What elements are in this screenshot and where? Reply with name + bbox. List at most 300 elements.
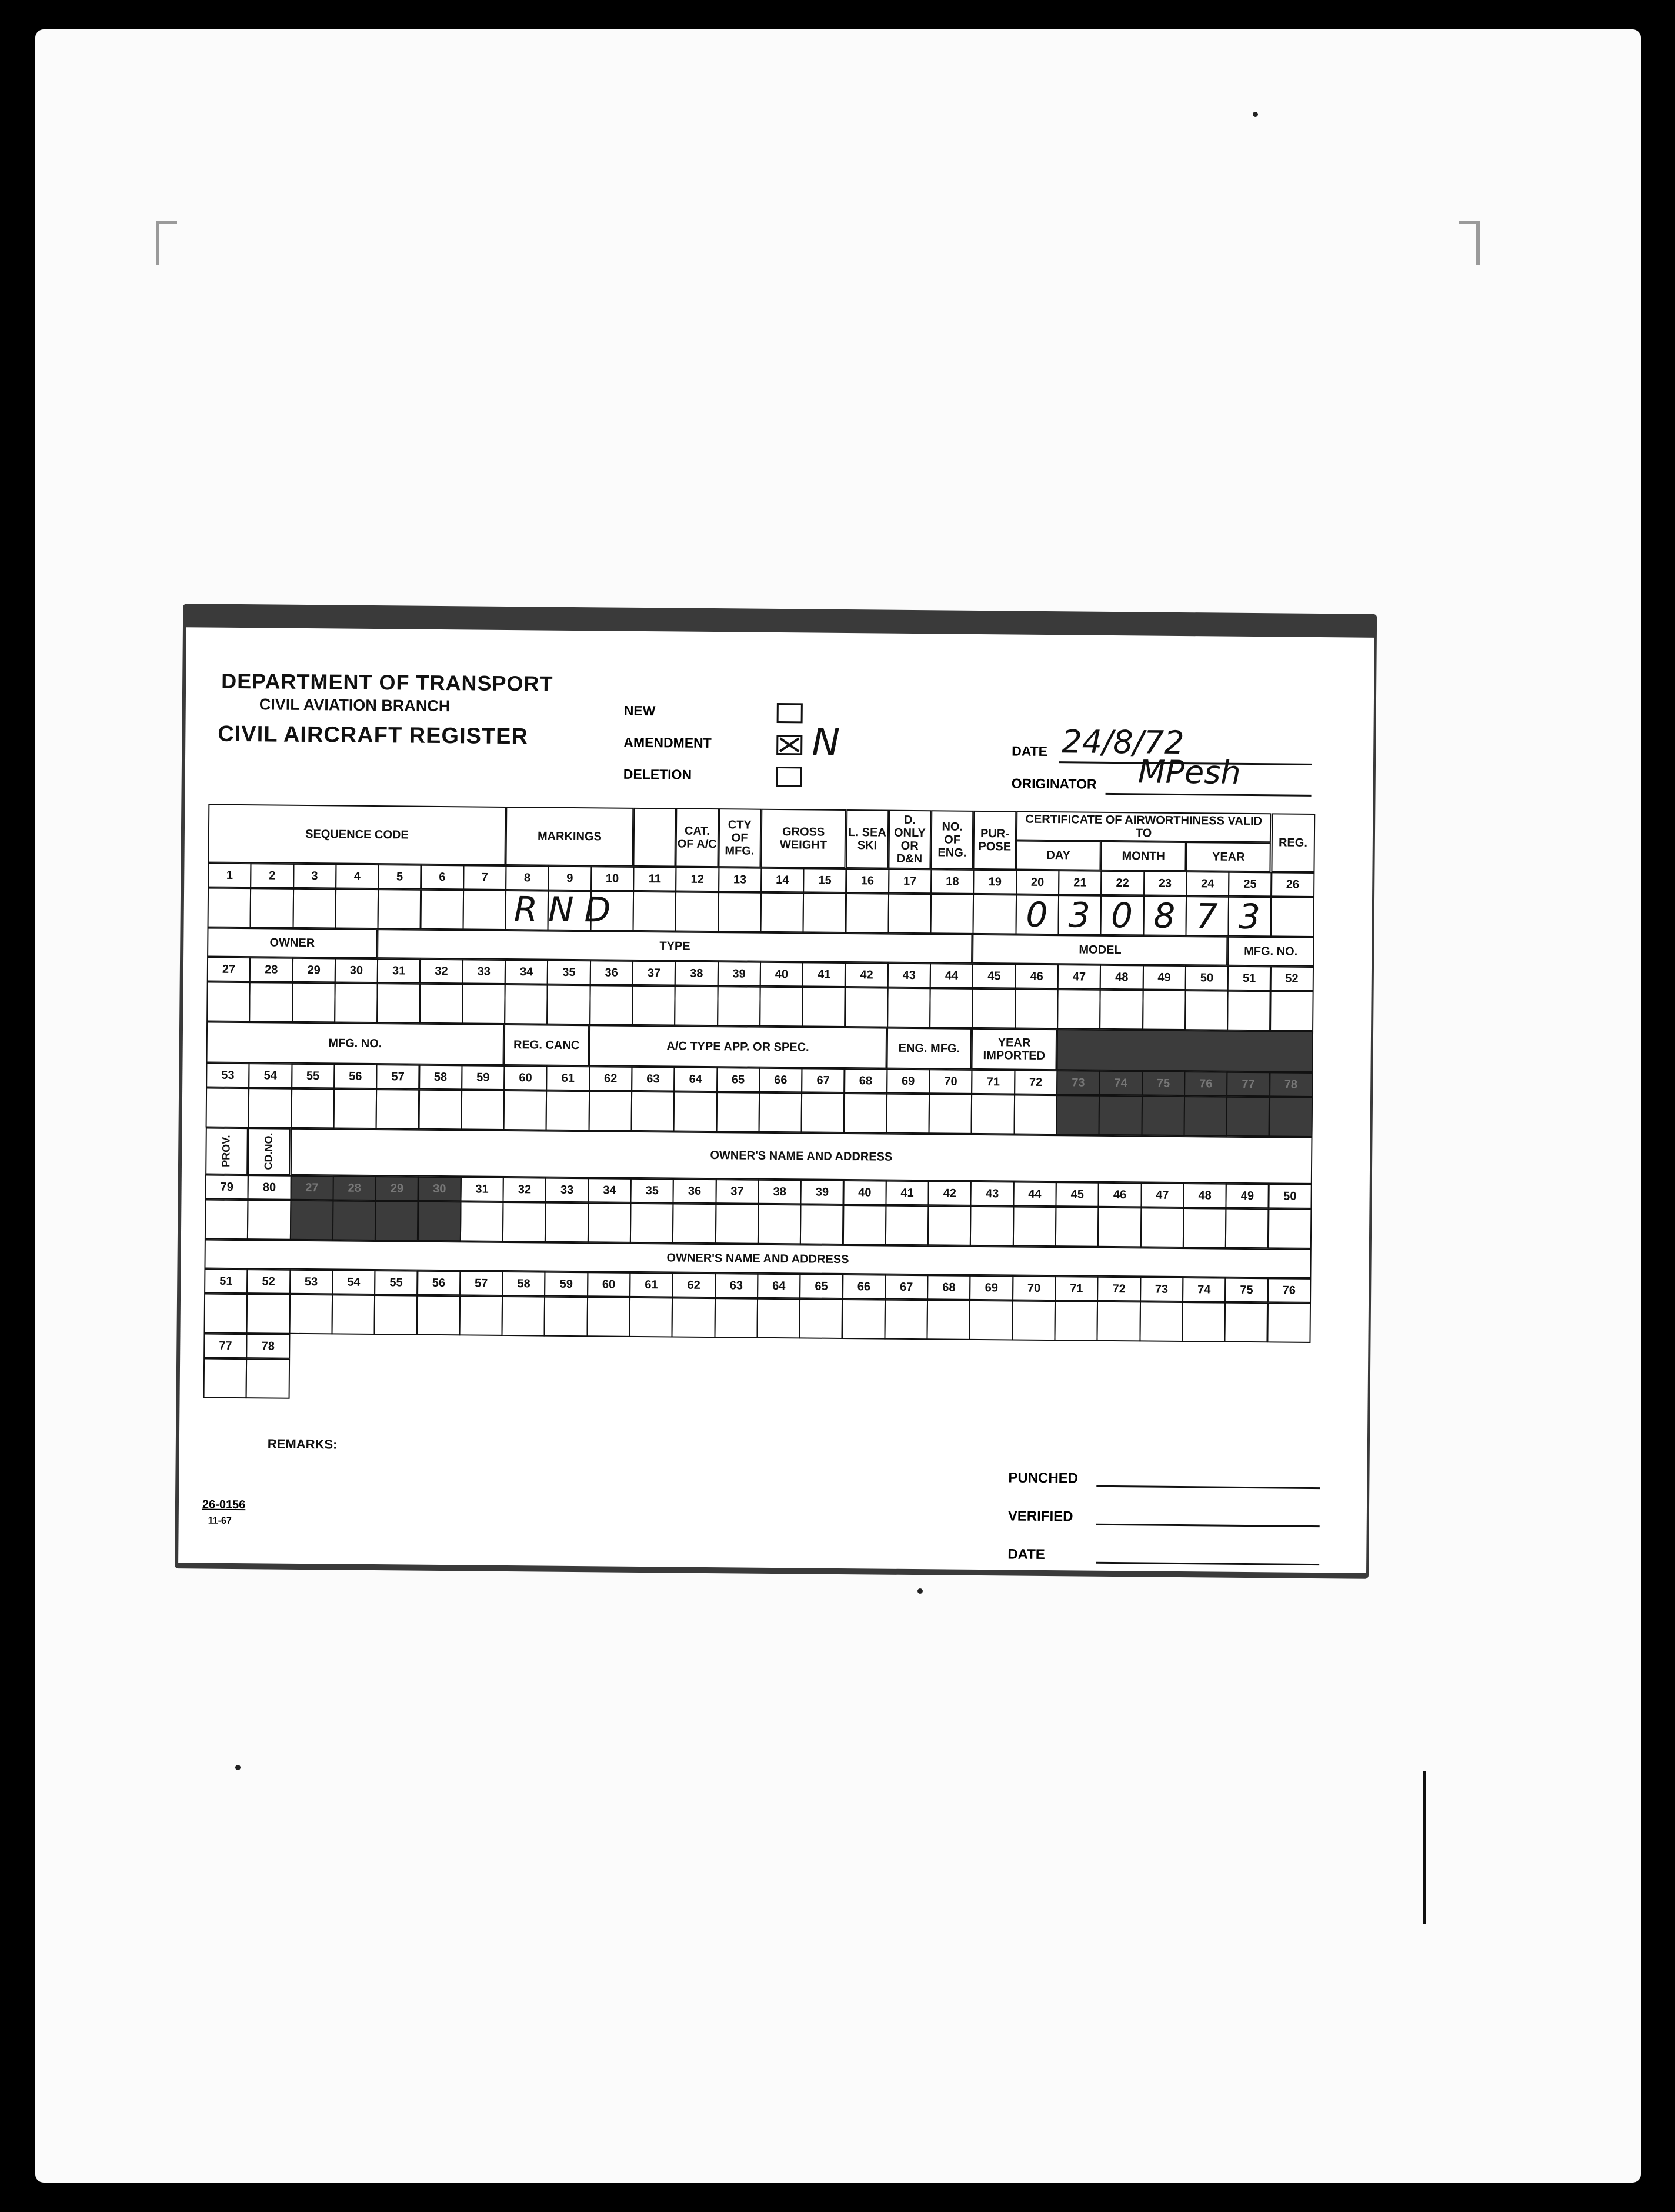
section5-entry-cell[interactable]: [799, 1298, 843, 1339]
column-number: 72: [1014, 1070, 1058, 1095]
column-number: 64: [757, 1274, 801, 1299]
reg-canc-header: REG. CANC: [504, 1024, 589, 1066]
section4-entry-cell[interactable]: [588, 1202, 632, 1243]
certificate-header: CERTIFICATE OF AIRWORTHINESS VALID TO: [1016, 811, 1272, 843]
section5-entry-cell[interactable]: [374, 1295, 418, 1335]
option-deletion-label: DELETION: [623, 766, 692, 782]
column-number: 53: [206, 1063, 250, 1088]
section5-entry-cell[interactable]: [672, 1297, 716, 1338]
section3-entry-cell[interactable]: [206, 1088, 250, 1128]
column-number: 50: [1185, 965, 1229, 991]
section4-entry-cell[interactable]: [460, 1201, 504, 1242]
amendment-checkbox[interactable]: [776, 735, 802, 755]
section4-entry-cell[interactable]: [1013, 1207, 1057, 1247]
signoff-date-line[interactable]: [1096, 1562, 1319, 1565]
section2-entry-cell[interactable]: [1142, 990, 1186, 1030]
section5-entry-cell[interactable]: [586, 1297, 630, 1337]
column-number: 12: [675, 867, 719, 892]
section5-entry-cell[interactable]: [544, 1297, 588, 1337]
column-number: 59: [461, 1065, 505, 1090]
section1-entry-cell[interactable]: [973, 894, 1017, 935]
column-number: 44: [930, 963, 974, 988]
column-number: 61: [629, 1272, 673, 1298]
column-number: 25: [1228, 872, 1272, 897]
speck: [1253, 112, 1258, 117]
date-label: DATE: [1012, 743, 1048, 759]
section3-entry-cell[interactable]: [631, 1091, 675, 1132]
column-number: 68: [844, 1068, 888, 1094]
section2-entry-cell[interactable]: [1184, 990, 1229, 1031]
column-number: 26: [1271, 872, 1315, 897]
column-number: 14: [760, 868, 805, 893]
section1-entry-cell[interactable]: [803, 892, 847, 933]
section5-entry-cell[interactable]: [502, 1296, 546, 1337]
section4-entry-cell[interactable]: [1140, 1207, 1184, 1248]
section2-entry-cell[interactable]: [292, 982, 336, 1023]
section2-entry-cell[interactable]: [674, 985, 718, 1026]
column-number: 2: [250, 863, 294, 888]
column-number: 32: [419, 959, 463, 984]
column-number: 29: [292, 958, 336, 983]
remarks-label: REMARKS:: [267, 1436, 338, 1452]
originator-label: ORIGINATOR: [1011, 775, 1097, 792]
column-number: 28: [332, 1175, 376, 1201]
check-x-icon: [778, 737, 800, 753]
originator-signature: MPesh: [1137, 753, 1241, 791]
section5-entry-cell[interactable]: [1139, 1301, 1183, 1342]
section4-entry-cell[interactable]: [1225, 1208, 1269, 1249]
column-number: 79: [205, 1175, 249, 1200]
verified-label: VERIFIED: [1007, 1508, 1073, 1525]
section4-entry-cell[interactable]: [1267, 1208, 1312, 1249]
crop-mark: [156, 221, 177, 265]
column-number: 8: [505, 865, 549, 891]
section3-entry-cell[interactable]: [248, 1088, 292, 1128]
certificate-digit: 0: [1110, 895, 1133, 936]
section4-entry-cell[interactable]: [672, 1203, 716, 1244]
column-number: 68: [927, 1275, 971, 1300]
card-face: [178, 627, 1374, 1573]
section2-entry-cell[interactable]: [504, 984, 548, 1025]
new-checkbox[interactable]: [777, 703, 803, 723]
section5-entry-cell[interactable]: [1267, 1302, 1311, 1343]
punched-label: PUNCHED: [1008, 1470, 1079, 1487]
gross-weight-header: GROSS WEIGHT: [760, 809, 846, 868]
column-number: 70: [929, 1069, 973, 1094]
column-number: 69: [969, 1275, 1013, 1301]
column-number: 15: [803, 868, 847, 893]
section5-entry-cell[interactable]: [927, 1300, 971, 1340]
section2-entry-cell[interactable]: [1270, 991, 1314, 1031]
section1-entry-cell[interactable]: [250, 888, 294, 928]
column-number: 13: [718, 867, 762, 892]
column-number: 38: [758, 1180, 802, 1205]
section4-entry-cell[interactable]: [927, 1205, 972, 1246]
section3-entry-cell[interactable]: [716, 1092, 760, 1132]
column-number: 77: [203, 1334, 248, 1359]
section3-entry-cell[interactable]: [1226, 1097, 1270, 1137]
purpose-header: PUR-POSE: [973, 811, 1016, 870]
column-number: 17: [888, 869, 932, 894]
type-header: TYPE: [377, 929, 973, 964]
certificate-digit: 7: [1196, 896, 1218, 937]
section3-entry-cell[interactable]: [971, 1094, 1015, 1135]
certificate-digit: 3: [1238, 896, 1261, 937]
punched-line[interactable]: [1096, 1485, 1320, 1489]
column-number: 23: [1143, 871, 1187, 896]
column-number: 42: [928, 1181, 972, 1206]
column-number: 74: [1099, 1071, 1143, 1096]
column-number: 36: [673, 1178, 717, 1204]
column-number: 65: [799, 1274, 843, 1299]
section5-entry-cell[interactable]: [1012, 1301, 1056, 1341]
column-number: 46: [1015, 964, 1059, 990]
speck: [917, 1588, 923, 1594]
section2-entry-cell[interactable]: [632, 985, 676, 1026]
column-number: 30: [335, 958, 379, 983]
column-number: 55: [291, 1064, 335, 1089]
section3-entry-cell[interactable]: [376, 1089, 420, 1130]
section3-entry-cell[interactable]: [418, 1090, 462, 1130]
column-number: 63: [715, 1273, 759, 1298]
section5-entry-cell[interactable]: [1097, 1301, 1141, 1342]
column-number: 37: [632, 961, 676, 986]
column-number: 3: [293, 864, 337, 889]
column-number: 32: [503, 1177, 547, 1202]
column-number: 44: [1013, 1182, 1057, 1207]
column-number: 4: [335, 864, 379, 889]
column-number: 60: [503, 1065, 548, 1091]
certificate-digit: 0: [1026, 894, 1048, 935]
column-number: 19: [973, 870, 1017, 895]
section3-entry-cell[interactable]: [929, 1094, 973, 1134]
section5-entry-cell[interactable]: [331, 1294, 375, 1335]
ac-type-header: A/C TYPE APP. OR SPEC.: [589, 1025, 887, 1068]
column-number: 22: [1100, 871, 1145, 896]
amendment-note: N: [811, 721, 840, 765]
section2-entry-cell[interactable]: [972, 988, 1016, 1029]
section1-entry-cell[interactable]: [378, 889, 422, 930]
section2-entry-cell[interactable]: [1099, 990, 1143, 1030]
section1-entry-cell[interactable]: [292, 888, 336, 929]
column-number: 52: [1270, 966, 1314, 991]
option-new-label: NEW: [623, 702, 656, 719]
column-number: 34: [588, 1178, 632, 1203]
section4-entry-cell[interactable]: [842, 1205, 886, 1245]
section5-entry-cell[interactable]: [714, 1298, 758, 1338]
section4-entry-cell[interactable]: [630, 1203, 674, 1244]
column-number: 56: [417, 1271, 461, 1296]
column-number: 40: [843, 1180, 887, 1205]
edge-line: [1423, 1771, 1426, 1924]
section4-entry-cell[interactable]: [758, 1204, 802, 1245]
column-number: 11: [633, 867, 677, 892]
blank-header: [633, 808, 676, 867]
column-number: 70: [1012, 1276, 1056, 1301]
column-number: 27: [207, 957, 251, 982]
no-eng-header: NO. OF ENG.: [931, 810, 974, 870]
column-number: 50: [1268, 1184, 1312, 1209]
column-number: 49: [1142, 965, 1186, 990]
section2-entry-cell[interactable]: [546, 985, 590, 1025]
column-number: 52: [246, 1269, 291, 1294]
month-header: MONTH: [1101, 841, 1186, 871]
column-number: 1: [208, 863, 252, 888]
section4-entry-cell[interactable]: [545, 1202, 589, 1243]
column-number: 29: [375, 1176, 419, 1201]
column-number: 9: [548, 866, 592, 891]
column-number: 43: [887, 963, 931, 988]
cty-header: CTY OF MFG.: [718, 808, 761, 868]
section2-entry-cell[interactable]: [249, 982, 293, 1022]
verified-line[interactable]: [1096, 1524, 1320, 1527]
section4-entry-cell[interactable]: [715, 1204, 759, 1244]
deletion-checkbox[interactable]: [776, 767, 802, 787]
remarks-entry-cell[interactable]: [246, 1358, 290, 1399]
column-number: 73: [1056, 1070, 1100, 1095]
column-number: 78: [1269, 1072, 1313, 1097]
prov-label: PROV.: [205, 1128, 248, 1175]
signoff-date-label: DATE: [1007, 1546, 1045, 1563]
column-number: 75: [1224, 1278, 1269, 1303]
section1-entry-cell[interactable]: [718, 892, 762, 932]
section1-entry-cell[interactable]: [208, 888, 252, 928]
column-number: 77: [1226, 1072, 1270, 1097]
section2-entry-cell[interactable]: [759, 987, 803, 1027]
section2-entry-cell[interactable]: [419, 984, 463, 1024]
column-number: 63: [631, 1067, 675, 1092]
column-number: 58: [502, 1271, 546, 1297]
column-number: 45: [1055, 1182, 1099, 1207]
section1-entry-cell[interactable]: [675, 891, 719, 932]
section3-entry-cell[interactable]: [1056, 1095, 1100, 1135]
column-number: 54: [248, 1063, 292, 1088]
column-number: 42: [845, 962, 889, 988]
section2-entry-cell[interactable]: [206, 982, 251, 1022]
column-number: 33: [545, 1178, 589, 1203]
section4-entry-cell[interactable]: [375, 1201, 419, 1241]
column-number: 76: [1267, 1278, 1312, 1303]
column-number: 28: [249, 957, 293, 982]
column-number: 74: [1182, 1277, 1226, 1302]
section3-entry-cell[interactable]: [461, 1090, 505, 1130]
branch-title: CIVIL AVIATION BRANCH: [259, 695, 451, 715]
section5-entry-cell[interactable]: [1054, 1301, 1098, 1341]
column-number: 5: [378, 864, 422, 890]
column-number: 40: [760, 962, 804, 987]
shaded-block: [1056, 1029, 1313, 1072]
section3-entry-cell[interactable]: [333, 1088, 377, 1129]
section2-entry-cell[interactable]: [589, 985, 633, 1025]
department-title: DEPARTMENT OF TRANSPORT: [221, 668, 553, 696]
form-number: 26-0156: [202, 1498, 246, 1512]
section5-entry-cell[interactable]: [884, 1300, 928, 1340]
section5-entry-cell[interactable]: [1224, 1302, 1269, 1343]
section5-entry-cell[interactable]: [416, 1295, 461, 1336]
section2-entry-cell[interactable]: [887, 988, 931, 1028]
section3-entry-cell[interactable]: [843, 1093, 887, 1134]
column-number: 35: [630, 1178, 674, 1204]
year-imported-header: YEAR IMPORTED: [972, 1028, 1057, 1070]
column-number: 80: [248, 1175, 292, 1200]
column-number: 54: [332, 1270, 376, 1295]
cat-header: CAT. OF A/C: [676, 808, 719, 867]
section3-entry-cell[interactable]: [546, 1091, 590, 1131]
owner-name-address-header: OWNER'S NAME AND ADDRESS: [290, 1128, 1312, 1184]
section2-entry-cell[interactable]: [845, 987, 889, 1028]
section2-entry-cell[interactable]: [1015, 989, 1059, 1030]
column-number: 39: [800, 1180, 845, 1205]
section4-entry-cell[interactable]: [289, 1200, 333, 1241]
section4-entry-cell[interactable]: [800, 1204, 844, 1245]
section3-entry-cell[interactable]: [1099, 1095, 1143, 1136]
section3-entry-cell[interactable]: [1269, 1097, 1313, 1137]
column-number: 33: [462, 959, 506, 984]
section1-entry-cell[interactable]: [760, 892, 804, 933]
section5-entry-cell[interactable]: [1182, 1302, 1226, 1342]
section1-entry-cell[interactable]: [887, 894, 932, 934]
column-number: 51: [1227, 966, 1272, 991]
column-number: 66: [759, 1068, 803, 1093]
section5-entry-cell[interactable]: [246, 1294, 291, 1334]
section3-entry-cell[interactable]: [588, 1091, 632, 1131]
section4-entry-cell[interactable]: [1097, 1207, 1142, 1248]
section4-entry-cell[interactable]: [1055, 1207, 1099, 1247]
section4-entry-cell[interactable]: [332, 1200, 376, 1241]
section2-entry-cell[interactable]: [717, 986, 761, 1027]
section4-entry-cell[interactable]: [247, 1200, 291, 1240]
column-number: 69: [886, 1069, 930, 1094]
day-header: DAY: [1016, 841, 1101, 871]
column-number: 71: [1055, 1276, 1099, 1301]
column-number: 76: [1184, 1071, 1228, 1097]
markings-header: MARKINGS: [506, 807, 634, 867]
column-number: 64: [673, 1067, 718, 1092]
column-number: 60: [587, 1272, 631, 1297]
section2-entry-cell[interactable]: [929, 988, 973, 1028]
section2-entry-cell[interactable]: [1227, 991, 1271, 1031]
section5-entry-cell[interactable]: [459, 1295, 503, 1336]
section4-entry-cell[interactable]: [205, 1200, 249, 1240]
column-number: 24: [1186, 871, 1230, 897]
section1-entry-cell[interactable]: [462, 890, 506, 930]
section3-entry-cell[interactable]: [291, 1088, 335, 1129]
column-number: 67: [801, 1068, 845, 1093]
section5-entry-cell[interactable]: [289, 1294, 333, 1335]
section2-entry-cell[interactable]: [1057, 989, 1101, 1030]
column-number: 10: [590, 866, 635, 891]
column-number: 35: [547, 960, 591, 985]
section2-entry-cell[interactable]: [334, 982, 378, 1023]
column-number: 34: [505, 960, 549, 985]
remarks-entry-cell[interactable]: [203, 1358, 248, 1399]
section3-entry-cell[interactable]: [673, 1091, 718, 1132]
section3-entry-cell[interactable]: [1141, 1095, 1185, 1136]
section1-entry-cell[interactable]: [930, 894, 975, 934]
section4-entry-cell[interactable]: [1183, 1208, 1227, 1248]
column-number: 31: [377, 958, 421, 984]
column-number: 16: [846, 868, 890, 894]
section4-entry-cell[interactable]: [417, 1201, 461, 1242]
section2-entry-cell[interactable]: [462, 984, 506, 1024]
column-number: 49: [1226, 1184, 1270, 1209]
column-number: 38: [675, 961, 719, 986]
sea-ski-header: L. SEA SKI: [846, 809, 889, 869]
column-number: 62: [672, 1272, 716, 1298]
column-number: 71: [971, 1070, 1015, 1095]
section5-entry-cell[interactable]: [969, 1300, 1013, 1341]
column-number: 30: [418, 1177, 462, 1202]
column-number: 37: [715, 1179, 759, 1204]
section3-entry-cell[interactable]: [1013, 1095, 1057, 1135]
mfg-no-header: MFG. NO.: [206, 1022, 505, 1065]
date-value: 24/8/72: [1062, 723, 1184, 762]
register-card: [178, 627, 1374, 1573]
section5-entry-cell[interactable]: [629, 1297, 673, 1338]
eng-mfg-header: ENG. MFG.: [886, 1028, 972, 1070]
form-date: 11-67: [208, 1515, 232, 1526]
section4-entry-cell[interactable]: [502, 1202, 546, 1242]
section1-entry-cell[interactable]: [335, 888, 379, 929]
column-number: 39: [717, 961, 761, 987]
model-header: MODEL: [972, 934, 1227, 966]
certificate-digit: 3: [1068, 895, 1090, 935]
column-number: 6: [421, 865, 465, 890]
column-number: 36: [589, 960, 633, 985]
markings-value: RND: [513, 889, 622, 930]
section5-entry-cell[interactable]: [842, 1299, 886, 1340]
column-number: 62: [589, 1066, 633, 1091]
column-number: 46: [1098, 1182, 1142, 1208]
column-number: 66: [842, 1274, 886, 1300]
column-number: 20: [1016, 870, 1060, 895]
cd-no-label: CD.NO.: [248, 1128, 291, 1175]
section4-entry-cell[interactable]: [885, 1205, 929, 1246]
section3-entry-cell[interactable]: [503, 1090, 548, 1131]
section4-entry-cell[interactable]: [970, 1206, 1014, 1247]
form-title: CIVIL AIRCRAFT REGISTER: [218, 721, 529, 749]
column-number: 59: [544, 1272, 588, 1297]
column-number: 47: [1140, 1182, 1184, 1208]
section3-entry-cell[interactable]: [1183, 1096, 1227, 1137]
reg-header: REG.: [1271, 813, 1315, 872]
dn-header: D. ONLY OR D&N: [888, 810, 931, 870]
section3-entry-cell[interactable]: [758, 1092, 802, 1133]
section5-entry-cell[interactable]: [756, 1298, 800, 1339]
section5-entry-cell[interactable]: [204, 1294, 248, 1334]
column-number: 75: [1142, 1071, 1186, 1096]
column-number: 48: [1100, 965, 1144, 990]
section3-entry-cell[interactable]: [801, 1092, 845, 1133]
column-number: 41: [885, 1181, 929, 1206]
option-amendment-label: AMENDMENT: [623, 734, 712, 751]
section2-entry-cell[interactable]: [376, 983, 421, 1024]
section1-entry-cell[interactable]: [845, 893, 889, 934]
section3-entry-cell[interactable]: [886, 1094, 930, 1134]
column-number: 65: [716, 1067, 760, 1092]
certificate-digit: 8: [1153, 895, 1176, 936]
column-number: 56: [333, 1064, 378, 1089]
crop-mark: [1459, 221, 1480, 265]
sequence-code-header: SEQUENCE CODE: [208, 804, 506, 865]
speck: [235, 1765, 241, 1770]
section2-entry-cell[interactable]: [802, 987, 846, 1027]
column-number: 47: [1057, 964, 1102, 990]
section1-entry-cell[interactable]: [420, 890, 464, 930]
column-number: 57: [459, 1271, 503, 1296]
column-number: 73: [1140, 1277, 1184, 1302]
year-header: YEAR: [1186, 842, 1271, 872]
